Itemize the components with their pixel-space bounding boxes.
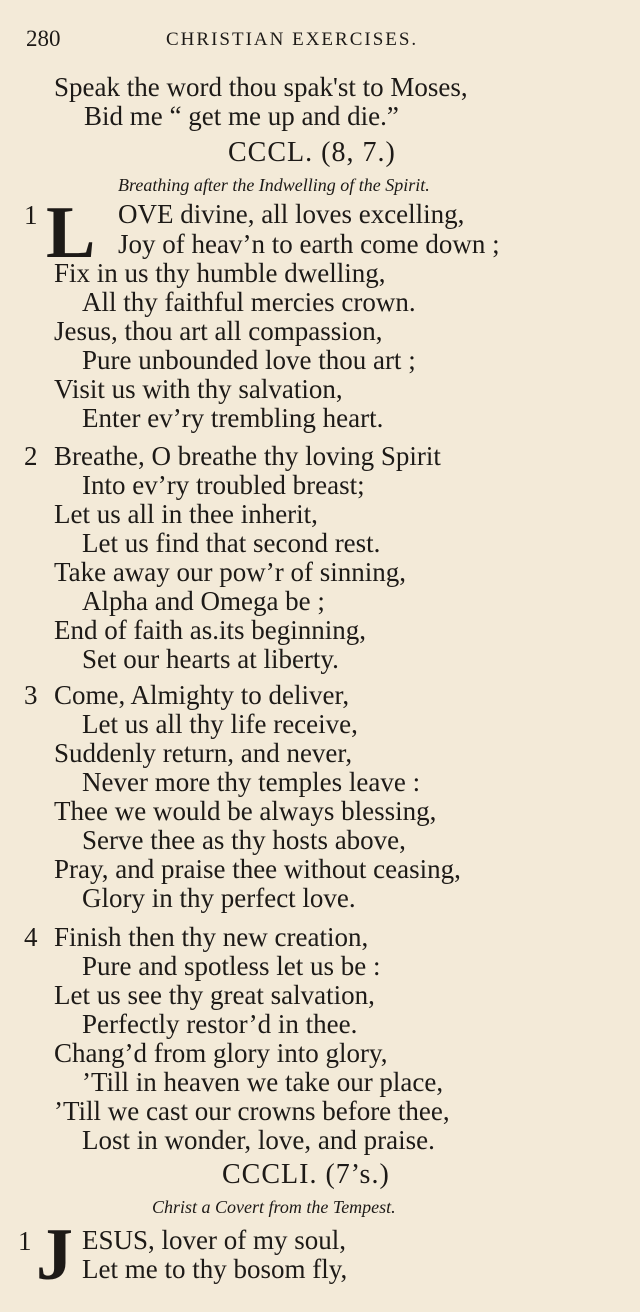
verse-line: Fix in us thy humble dwelling, <box>54 258 386 288</box>
verse-line: ’Till in heaven we take our place, <box>82 1067 444 1097</box>
verse-number: 4 <box>24 922 38 952</box>
verse-line: ESUS, lover of my soul, <box>82 1225 347 1255</box>
verse-line: ’Till we cast our crowns before thee, <box>54 1096 450 1126</box>
drop-cap: L <box>46 192 96 274</box>
verse-line: Let me to thy bosom fly, <box>82 1254 348 1284</box>
verse-line: Let us all thy life receive, <box>82 709 358 739</box>
verse-line: Joy of heav’n to earth come down ; <box>118 229 500 259</box>
verse-line: Suddenly return, and never, <box>54 738 353 768</box>
verse-line: Come, Almighty to deliver, <box>54 680 350 710</box>
verse-line: Let us see thy great salvation, <box>54 980 375 1010</box>
verse-line: Jesus, thou art all compassion, <box>54 316 383 346</box>
verse-line: Never more thy temples leave : <box>82 767 421 797</box>
verse-line: Let us all in thee inherit, <box>54 499 318 529</box>
verse-line: End of faith as.its beginning, <box>54 615 366 645</box>
verse-line: Into ev’ry troubled breast; <box>82 470 365 500</box>
opening-line: Speak the word thou spak'st to Moses, <box>54 72 468 102</box>
verse-line: Chang’d from glory into glory, <box>54 1038 388 1068</box>
running-title: CHRISTIAN EXERCISES. <box>166 29 419 50</box>
verse-line: Lost in wonder, love, and praise. <box>82 1125 435 1155</box>
verse-line: Finish then thy new creation, <box>54 922 369 952</box>
verse-number: 3 <box>24 680 38 710</box>
verse-line: Perfectly restor’d in thee. <box>82 1009 358 1039</box>
page-header <box>26 26 506 60</box>
verse-line: Set our hearts at liberty. <box>82 644 339 674</box>
hymn-title: CCCL. (8, 7.) <box>228 137 396 168</box>
verse-line: Pray, and praise thee without ceasing, <box>54 854 461 884</box>
opening-line: Bid me “ get me up and die.” <box>84 101 399 131</box>
verse-line: Take away our pow’r of sinning, <box>54 557 407 587</box>
verse-line: Thee we would be always blessing, <box>54 796 437 826</box>
verse-line: Alpha and Omega be ; <box>82 586 325 616</box>
verse-line: All thy faithful mercies crown. <box>82 287 416 317</box>
verse-line: Enter ev’ry trembling heart. <box>82 403 384 433</box>
drop-cap: J <box>36 1214 73 1296</box>
page-number: 280 <box>26 26 61 51</box>
hymn-title: CCCLI. (7’s.) <box>222 1159 390 1190</box>
hymn-subtitle: Christ a Covert from the Tempest. <box>152 1197 396 1217</box>
verse-number: 1 <box>24 200 38 230</box>
verse-line: Let us find that second rest. <box>82 528 381 558</box>
verse-line: Pure and spotless let us be : <box>82 951 381 981</box>
hymn-subtitle: Breathing after the Indwelling of the Spirit. <box>118 175 430 195</box>
verse-line: Pure unbounded love thou art ; <box>82 345 416 375</box>
verse-number: 1 <box>18 1226 32 1256</box>
verse-line: Serve thee as thy hosts above, <box>82 825 406 855</box>
verse-line: Breathe, O breathe thy loving Spirit <box>54 441 441 471</box>
verse-line: OVE divine, all loves excelling, <box>118 199 465 229</box>
verse-number: 2 <box>24 441 38 471</box>
verse-line: Visit us with thy salvation, <box>54 374 343 404</box>
verse-line: Glory in thy perfect love. <box>82 883 356 913</box>
